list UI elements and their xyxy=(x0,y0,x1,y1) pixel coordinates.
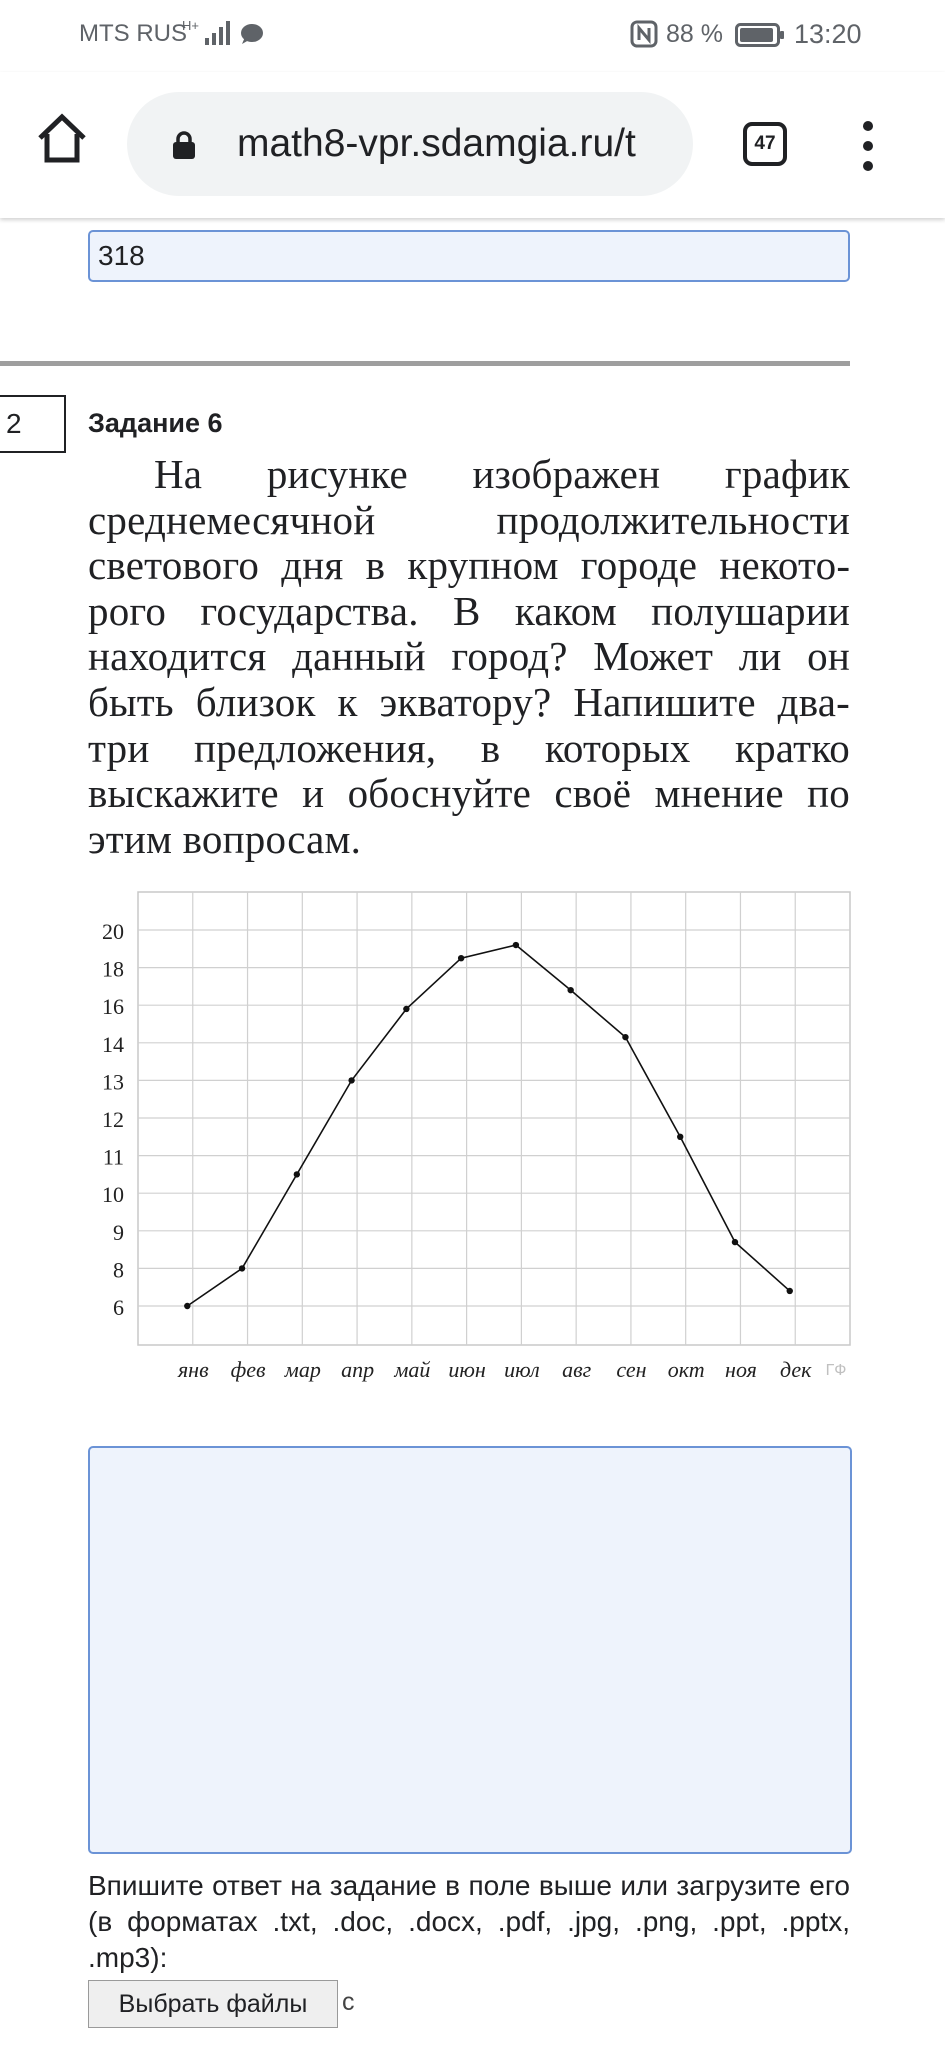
status-bar xyxy=(0,0,945,72)
y-tick-label: 11 xyxy=(102,1144,124,1170)
lock-icon xyxy=(171,130,197,160)
task-number: 2 xyxy=(0,395,66,453)
x-tick-label: янв xyxy=(177,1357,209,1382)
url-text: math8-vpr.sdamgia.ru/t xyxy=(237,122,636,165)
battery-icon xyxy=(735,23,785,47)
y-tick-label: 20 xyxy=(102,919,124,944)
more-menu-icon[interactable] xyxy=(860,118,876,174)
choose-files-button[interactable] xyxy=(88,1980,338,2028)
data-point xyxy=(348,1077,354,1083)
data-point xyxy=(294,1171,300,1177)
y-tick-label: 18 xyxy=(102,956,124,982)
nfc-icon xyxy=(630,20,658,48)
y-tick-label: 16 xyxy=(102,994,124,1020)
chart-watermark: ГФ xyxy=(825,1362,847,1379)
previous-answer-field[interactable] xyxy=(88,230,850,282)
y-tick-label: 12 xyxy=(102,1107,124,1132)
x-tick-label: май xyxy=(394,1357,431,1382)
data-point xyxy=(787,1288,793,1294)
x-tick-label: апр xyxy=(341,1357,375,1382)
task-text: На рисунке изображен график среднемесячной продолжительности светового дня в крупном городе некоторого государства. В каком полушарии находится данный город? Может ли он быть близок к экватору? Напишите два-три предложения, в которых кратко выскажите и обоснуйте своё мнение по этим вопросам. xyxy=(88,451,850,862)
essay-answer-field[interactable] xyxy=(88,1446,852,1854)
data-point xyxy=(567,987,573,993)
y-tick-label: 14 xyxy=(102,1031,124,1057)
x-tick-label: окт xyxy=(667,1357,705,1382)
data-point xyxy=(732,1239,738,1245)
data-point xyxy=(239,1265,245,1271)
upload-instructions: Впишите ответ на задание в поле выше или загрузите его (в форматах .txt, .doc, .docx, .pdf, .jpg, .png, .ppt, .pptx, .mp3): xyxy=(88,1870,850,1973)
battery-percent: 88 % xyxy=(666,20,723,48)
daylight-chart xyxy=(88,880,862,1400)
x-tick-label: сен xyxy=(616,1357,647,1382)
choose-files-label: Выбрать файлы xyxy=(118,1989,308,2018)
y-tick-label: 6 xyxy=(113,1295,124,1320)
data-point xyxy=(184,1303,190,1309)
x-tick-label: дек xyxy=(780,1357,812,1382)
data-point xyxy=(403,1006,409,1012)
y-tick-label: 13 xyxy=(102,1069,124,1095)
y-tick-label: 10 xyxy=(102,1182,124,1208)
data-point xyxy=(622,1034,628,1040)
tab-switcher-button[interactable] xyxy=(743,122,787,166)
home-icon[interactable] xyxy=(34,110,90,166)
x-tick-label: ноя xyxy=(725,1357,757,1382)
x-tick-label: июл xyxy=(504,1357,540,1382)
network-type: H+ xyxy=(182,18,199,33)
signal-icon xyxy=(204,20,230,46)
y-tick-label: 9 xyxy=(113,1219,124,1245)
browser-toolbar xyxy=(0,72,945,218)
chat-notification-icon xyxy=(238,22,264,46)
section-divider xyxy=(0,361,850,366)
series-line xyxy=(187,945,789,1306)
x-tick-label: июн xyxy=(448,1357,486,1382)
x-tick-label: фев xyxy=(230,1357,266,1382)
task-title: Задание 6 xyxy=(88,408,223,438)
x-tick-label: мар xyxy=(284,1357,321,1382)
clock: 13:20 xyxy=(794,19,862,49)
carrier-name: MTS RUS xyxy=(79,20,187,47)
file-status: с xyxy=(342,1988,355,2016)
y-tick-label: 8 xyxy=(113,1257,124,1283)
data-point xyxy=(677,1134,683,1140)
tab-count: 47 xyxy=(754,133,776,154)
x-tick-label: авг xyxy=(562,1357,592,1382)
previous-answer-value: 318 xyxy=(98,240,145,271)
data-point xyxy=(513,942,519,948)
data-point xyxy=(458,955,464,961)
address-bar[interactable] xyxy=(127,92,693,196)
